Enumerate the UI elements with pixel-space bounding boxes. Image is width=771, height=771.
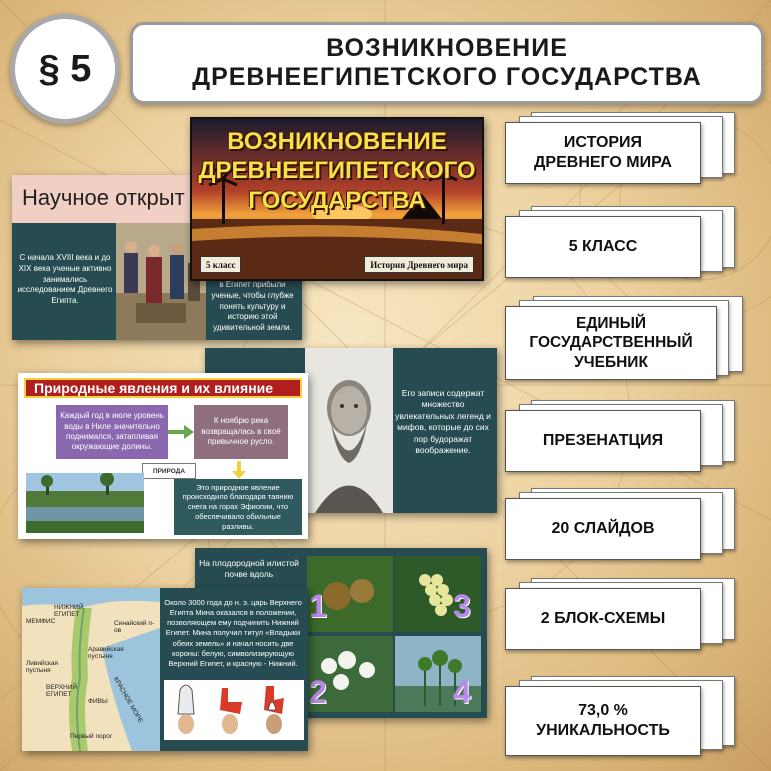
arrow-down-icon (232, 461, 246, 479)
label-diagrams (505, 588, 701, 650)
crowns-illustration (164, 680, 304, 740)
egypt-map (22, 588, 160, 751)
nile-river-photo (26, 473, 144, 533)
plants-text: На плодородной илистой почве вдоль (199, 558, 299, 580)
section-number-badge: § 5 (10, 14, 120, 124)
cover-title (192, 127, 482, 215)
label-card-1 (505, 108, 743, 184)
slide-heading: Научное открыт (22, 185, 185, 210)
map-label-red-sea: КРАСНОЕ МОРЕ (111, 676, 144, 725)
page-title (130, 22, 764, 104)
cover-title-line-2: ДРЕВНЕЕГИПЕТСКОГО (198, 157, 476, 185)
flood-box: Каждый год в июле уровень воды в Ниле значительно поднимался, затапливая окружающие долины. (56, 405, 168, 459)
label-card-7 (505, 672, 743, 758)
label-textbook (505, 306, 717, 380)
label-line: ДРЕВНЕГО МИРА (534, 154, 672, 171)
label-grade (505, 216, 701, 278)
number-4: 4 (453, 674, 471, 710)
label-card-2 (505, 202, 743, 278)
label-line: 20 СЛАЙДОВ (551, 520, 655, 537)
cover-title-line-3: ГОСУДАРСТВА (248, 186, 426, 214)
label-history (505, 122, 701, 184)
map-label-upper-egypt: ВЕРХНИЙ ЕГИПЕТ (46, 684, 78, 698)
cover-title-line-1: ВОЗНИКНОВЕНИЕ (227, 128, 447, 155)
grade-tag: 5 класс (200, 256, 241, 273)
scholar-text: Его записи содержат множество увлекательных легенд и мифов, которые до сих пор будоражат воображение. (395, 388, 491, 456)
map-label-first-cataract: Первый порог (70, 733, 113, 740)
slide-title-cover (190, 117, 484, 281)
label-line: ПРЕЗЕНАТЦИЯ (542, 432, 664, 449)
title-line-2: ДРЕВНЕЕГИПЕТСКОГО ГОСУДАРСТВА (192, 63, 702, 91)
slide-natural-phenomena (18, 373, 308, 539)
label-line: ИСТОРИЯ (563, 134, 643, 151)
nature-label: ПРИРОДА (142, 463, 196, 479)
river-return-box: К ноябрю река возвращалась в своё привычное русло. (194, 405, 288, 459)
label-line: ЕДИНЫЙ (575, 314, 647, 332)
label-line: 73,0 % (578, 702, 628, 719)
number-3: 3 (453, 588, 471, 624)
label-line: УНИКАЛЬНОСТЬ (536, 722, 670, 739)
label-card-6 (505, 574, 743, 650)
number-1: 1 (309, 588, 327, 624)
map-label-thebes: ФИВЫ (88, 698, 108, 705)
label-line: 2 БЛОК-СХЕМЫ (540, 610, 666, 627)
label-card-3 (505, 292, 743, 380)
slide-text-continued: в Египет прибыли ученые, чтобы глубже понять культуру и историю этой удивительной земли. (211, 280, 294, 333)
label-presentation (505, 410, 701, 472)
label-uniqueness (505, 686, 701, 756)
label-card-5 (505, 484, 743, 560)
map-label-memphis: МЕМФИС (26, 618, 56, 625)
map-label-sinai: Синайский п-ов (114, 620, 155, 634)
map-label-lower-egypt: НИЖНИЙ ЕГИПЕТ (54, 604, 84, 618)
label-slides-count (505, 498, 701, 560)
label-line: ГОСУДАРСТВЕННЫЙ (529, 334, 693, 352)
slide-text: С начала XVIII века и до XIX века ученые активно занимались исследованием Древнего Египта. (17, 253, 113, 306)
menes-text: Около 3000 года до н. э. царь Верхнего Египта Мина оказался в положении, позволяющем ему подчинить Нижний Египет. Мина получил титул «Владыки обеих земель» и начал носить две короны: белую, символизирующую Верхний Египет, и красную - Нижний. (164, 598, 302, 668)
label-line: 5 КЛАСС (568, 238, 638, 255)
nature-heading: Природные явления и их влияние (24, 378, 302, 398)
label-line: УЧЕБНИК (574, 353, 648, 371)
slide-egypt-map (22, 588, 308, 751)
number-2: 2 (309, 674, 327, 710)
label-card-4 (505, 396, 743, 472)
map-label-libyan-desert: Ливийская пустыня (26, 660, 58, 674)
arrow-right-icon (168, 425, 194, 439)
title-line-1: ВОЗНИКНОВЕНИЕ (326, 34, 568, 62)
scholar-portrait (305, 348, 393, 513)
ethiopia-snow-box: Это природное явление происходило благодаря таянию снега на горах Эфиопии, что обеспечивало обильные разливы. (174, 479, 302, 535)
subject-tag: История Древнего мира (364, 256, 474, 273)
map-label-arabian-desert: Аравийская пустыня (88, 646, 124, 660)
